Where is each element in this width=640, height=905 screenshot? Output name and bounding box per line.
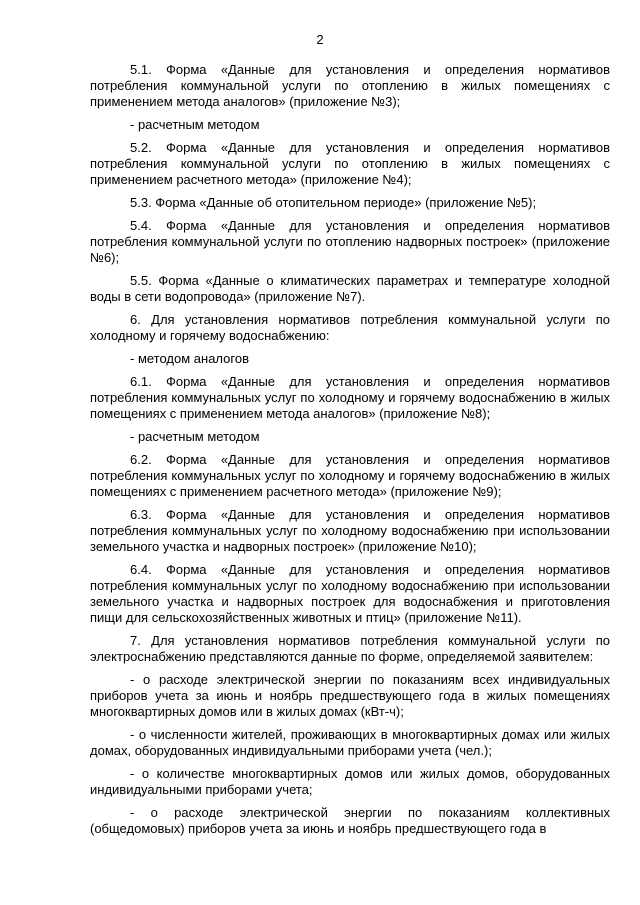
paragraph-6-1: 6.1. Форма «Данные для установления и определения нормативов потребления коммунальных услуг по холодному и горячему водоснабжению в жилых помещениях с применением метода аналогов» (приложение №8); bbox=[90, 374, 610, 421]
paragraph-7-residents: - о численности жителей, проживающих в многоквартирных домах или жилых домах, оборудованных индивидуальными приборами учета (чел.); bbox=[90, 727, 610, 758]
paragraph-analog-method: - методом аналогов bbox=[130, 351, 249, 366]
paragraph-5-4: 5.4. Форма «Данные для установления и определения нормативов потребления коммунальной услуги по отоплению надворных построек» (приложение №6); bbox=[90, 218, 610, 265]
paragraph-7-buildings-count: - о количестве многоквартирных домов или жилых домов, оборудованных индивидуальными приборами учета; bbox=[90, 766, 610, 797]
page-number: 2 bbox=[316, 32, 324, 47]
paragraph-7: 7. Для установления нормативов потребления коммунальной услуги по электроснабжению представляются данные по форме, определяемой заявителем: bbox=[90, 633, 610, 664]
paragraph-calc-method-1: - расчетным методом bbox=[130, 117, 260, 132]
paragraph-6-3: 6.3. Форма «Данные для установления и определения нормативов потребления коммунальных услуг по холодному водоснабжению при использовании земельного участка и надворных построек» (приложение №10); bbox=[90, 507, 610, 554]
paragraph-calc-method-2: - расчетным методом bbox=[130, 429, 260, 444]
paragraph-5-3: 5.3. Форма «Данные об отопительном периоде» (приложение №5); bbox=[130, 195, 537, 210]
paragraph-5-5: 5.5. Форма «Данные о климатических параметрах и температуре холодной воды в сети водопровода» (приложение №7). bbox=[90, 273, 610, 304]
paragraph-6-2: 6.2. Форма «Данные для установления и определения нормативов потребления коммунальных услуг по холодному и горячему водоснабжению в жилых помещениях с применением расчетного метода» (приложение №9); bbox=[90, 452, 610, 499]
document-body bbox=[90, 62, 610, 837]
paragraph-6: 6. Для установления нормативов потребления коммунальной услуги по холодному и горячему водоснабжению: bbox=[90, 312, 610, 343]
paragraph-6-4: 6.4. Форма «Данные для установления и определения нормативов потребления коммунальных услуг по холодному водоснабжению при использовании земельного участка и надворных построек для водоснабжения и приготовления пищи для сельскохозяйственных животных и птиц» (приложение №11). bbox=[90, 562, 610, 625]
paragraph-7-electricity-individual: - о расходе электрической энергии по показаниям всех индивидуальных приборов учета за июнь и ноябрь предшествующего года в жилых помещениях многоквартирных домов или в жилых домах (кВт-ч); bbox=[90, 672, 610, 719]
paragraph-7-electricity-collective: - о расходе электрической энергии по показаниям коллективных (общедомовых) приборов учета за июнь и ноябрь предшествующего года в bbox=[90, 805, 610, 836]
paragraph-5-1: 5.1. Форма «Данные для установления и определения нормативов потребления коммунальной услуги по отоплению в жилых помещениях с применением метода аналогов» (приложение №3); bbox=[90, 62, 610, 109]
paragraph-5-2: 5.2. Форма «Данные для установления и определения нормативов потребления коммунальной услуги по отоплению в жилых помещениях с применением расчетного метода» (приложение №4); bbox=[90, 140, 610, 187]
